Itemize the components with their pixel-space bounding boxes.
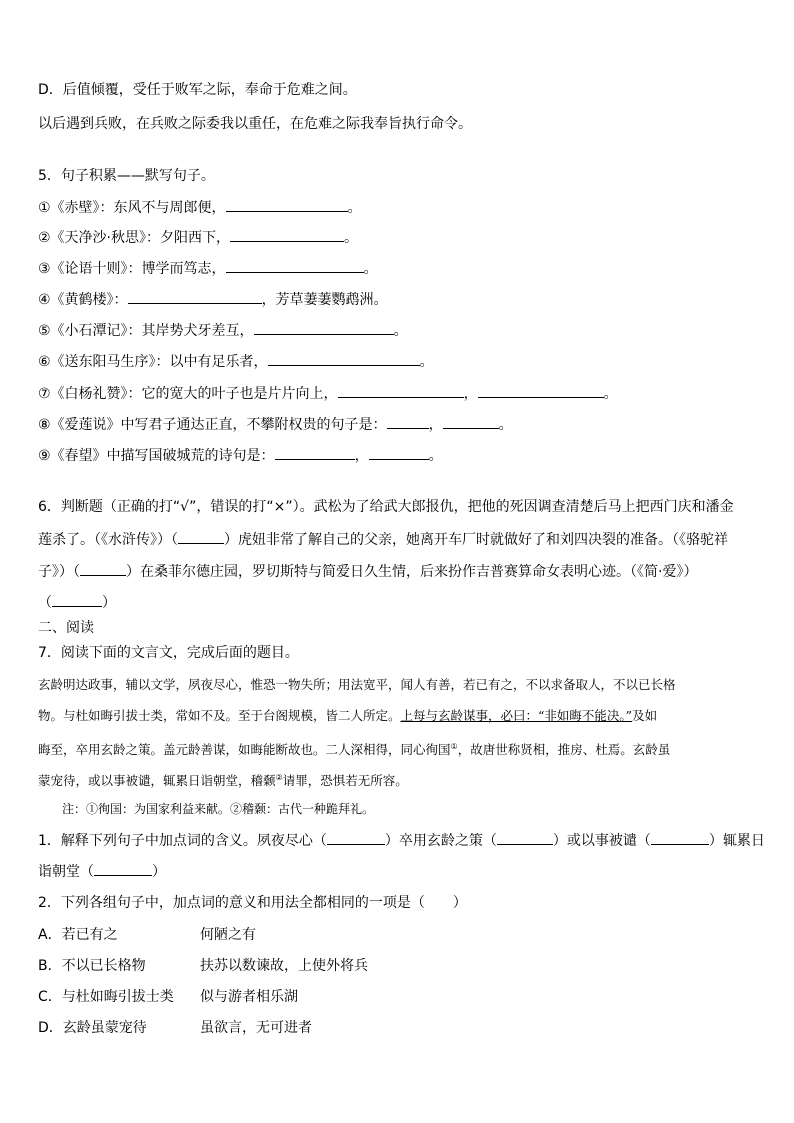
passage-text: 及如	[632, 708, 658, 723]
sub1-text: ）或以事被谴（	[552, 833, 651, 849]
q5-item-text: ⑥《送东阳马生序》：以中有足乐者，	[38, 354, 268, 370]
q6-line-4	[38, 592, 116, 613]
q6-text: ）	[102, 595, 116, 611]
answer-blank[interactable]	[338, 383, 464, 398]
answer-blank[interactable]	[268, 351, 420, 366]
option-right: 虽欲言，无可进者	[200, 1020, 312, 1036]
passage-line-3	[38, 738, 670, 759]
sub1-text: 诣朝堂（	[38, 864, 94, 880]
option-d[interactable]	[38, 1018, 398, 1038]
q5-item-mid: ，	[354, 448, 369, 464]
q5-item-9	[38, 445, 443, 466]
q5-item-end: 。	[393, 323, 408, 339]
q6-line-1: 6．判断题（正确的打“√”，错误的打“×”）。武松为了给武大郎报仇，把他的死因调查清楚后马上把西门庆和潘金	[38, 499, 734, 515]
q6-text: ）在桑菲尔德庄园，罗切斯特与简爱日久生情，后来扮作吉普赛算命女表明心迹。（《简·爱》）	[126, 564, 698, 580]
answer-blank[interactable]	[327, 830, 385, 845]
sub1-text: ）	[152, 864, 166, 880]
q5-title: 5．句子积累——默写句子。	[38, 168, 215, 184]
answer-blank[interactable]	[443, 414, 499, 429]
q5-item-text: ①《赤壁》：东风不与周郎便，	[38, 200, 226, 216]
passage-text: 蒙宠待，或以事被谴，辄累日诣朝堂，稽颡	[38, 773, 276, 789]
q5-item-8	[38, 414, 513, 435]
q5-item-text: ③《论语十则》：博学而笃志，	[38, 261, 226, 277]
sub2-title: 2．下列各组句子中，加点词的意义和用法全都相同的一项是（ ）	[38, 895, 467, 911]
q6-text: ）虎妞非常了解自己的父亲，她离开车厂时就做好了和刘四决裂的准备。（《骆驼祥	[224, 532, 728, 548]
q6-line-2	[38, 529, 728, 550]
sub1-text: ）卒用玄龄之策（	[384, 833, 497, 849]
answer-blank[interactable]	[80, 561, 126, 576]
passage-line-4	[38, 769, 408, 790]
answer-blank[interactable]	[369, 445, 429, 460]
answer-blank[interactable]	[497, 830, 553, 845]
q5-item-3	[38, 258, 378, 279]
sub1-line-1	[38, 830, 765, 851]
q5-item-end: 。	[363, 261, 378, 277]
option-left: C．与杜如晦引拔士类	[38, 989, 174, 1005]
answer-blank[interactable]	[275, 445, 355, 460]
footnote-marker: ①	[450, 742, 458, 751]
option-c[interactable]	[38, 987, 398, 1007]
q5-item-text: ②《天净沙·秋思》：夕阳西下，	[38, 230, 231, 246]
q4-translation: 以后遇到兵败，在兵败之际委我以重任，在危难之际我奉旨执行命令。	[38, 116, 472, 132]
q5-item-mid: ，	[428, 417, 443, 433]
option-right: 扶苏以数谏故，上使外将兵	[200, 958, 368, 974]
answer-blank[interactable]	[387, 414, 429, 429]
answer-blank[interactable]	[178, 529, 224, 544]
passage-text: ，故唐世称贤相，推房、杜焉。玄龄虽	[457, 742, 671, 758]
q6-text: （	[38, 595, 52, 611]
answer-blank[interactable]	[94, 861, 152, 876]
answer-blank[interactable]	[230, 227, 344, 242]
q5-item-text: ④《黄鹤楼》：	[38, 292, 128, 308]
section-heading: 二、阅读	[38, 620, 94, 636]
option-right: 似与游者相乐湖	[200, 989, 298, 1005]
option-b[interactable]	[38, 956, 398, 976]
answer-blank[interactable]	[651, 830, 709, 845]
q5-item-6	[38, 351, 434, 372]
answer-blank[interactable]	[478, 383, 604, 398]
q5-item-text: ⑦《白杨礼赞》：它的宽大的叶子也是片片向上，	[38, 386, 338, 402]
answer-blank[interactable]	[52, 592, 102, 607]
q5-item-end: 。	[428, 448, 443, 464]
answer-blank[interactable]	[254, 320, 394, 335]
footnote-marker: ②	[275, 773, 283, 782]
passage-line-2	[38, 707, 657, 725]
sub1-line-2	[38, 861, 166, 882]
answer-blank[interactable]	[226, 258, 364, 273]
passage-text: 物。与杜如晦引拔士类，常如不及。至于台阁规模，皆二人所定。	[38, 708, 401, 723]
answer-blank[interactable]	[226, 197, 348, 212]
option-left: D．玄龄虽蒙宠待	[38, 1020, 147, 1036]
q5-item-2	[38, 227, 358, 248]
q5-item-4	[38, 289, 388, 310]
option-a[interactable]	[38, 925, 398, 945]
q5-item-end: 。	[344, 230, 359, 246]
passage-note: 注：①徇国：为国家利益来献。②稽颡：古代一种跪拜礼。	[62, 802, 375, 816]
q5-item-end: 。	[498, 417, 513, 433]
q6-text: 莲杀了。（《水浒传》）（	[38, 532, 178, 548]
q5-item-end: 。	[603, 386, 618, 402]
q5-item-mid: ，	[463, 386, 478, 402]
q5-item-end: 。	[419, 354, 434, 370]
q5-item-text: ⑧《爱莲说》中写君子通达正直，不攀附权贵的句子是：	[38, 417, 387, 433]
answer-blank[interactable]	[128, 289, 262, 304]
option-left: B．不以已长格物	[38, 958, 146, 974]
sub1-text: ）辄累日	[708, 833, 765, 849]
q5-item-5	[38, 320, 408, 341]
passage-line-1: 玄龄明达政事，辅以文学，夙夜尽心，惟恐一物失所；用法宽平，闻人有善，若已有之，不以求备取人，不以已长格	[38, 677, 676, 692]
option-left: A．若已有之	[38, 927, 118, 943]
q5-item-7	[38, 383, 618, 404]
q5-item-text: ⑤《小石潭记》：其岸势犬牙差互，	[38, 323, 254, 339]
option-right: 何陋之有	[200, 927, 256, 943]
q4-option-d: D．后值倾覆，受任于败军之际，奉命于危难之间。	[38, 82, 357, 98]
passage-underlined: 上每与玄龄谋事，必曰：“非如晦不能决。”	[400, 708, 633, 723]
passage-text: 晦至，卒用玄龄之策。盖元龄善谋，如晦能断故也。二人深相得，同心徇国	[38, 742, 451, 758]
q5-item-mid: ，芳草萋萋鹦鹉洲。	[261, 292, 388, 308]
sub1-text: 1．解释下列句子中加点词的含义。夙夜尽心（	[38, 833, 327, 849]
q5-item-end: 。	[347, 200, 362, 216]
passage-text: 请罪，恐惧若无所容。	[282, 773, 408, 789]
q7-title: 7．阅读下面的文言文，完成后面的题目。	[38, 645, 299, 661]
q6-text: 子》）（	[38, 564, 80, 580]
q6-line-3	[38, 561, 697, 582]
q5-item-text: ⑨《春望》中描写国破城荒的诗句是：	[38, 448, 275, 464]
q5-item-1	[38, 197, 362, 218]
